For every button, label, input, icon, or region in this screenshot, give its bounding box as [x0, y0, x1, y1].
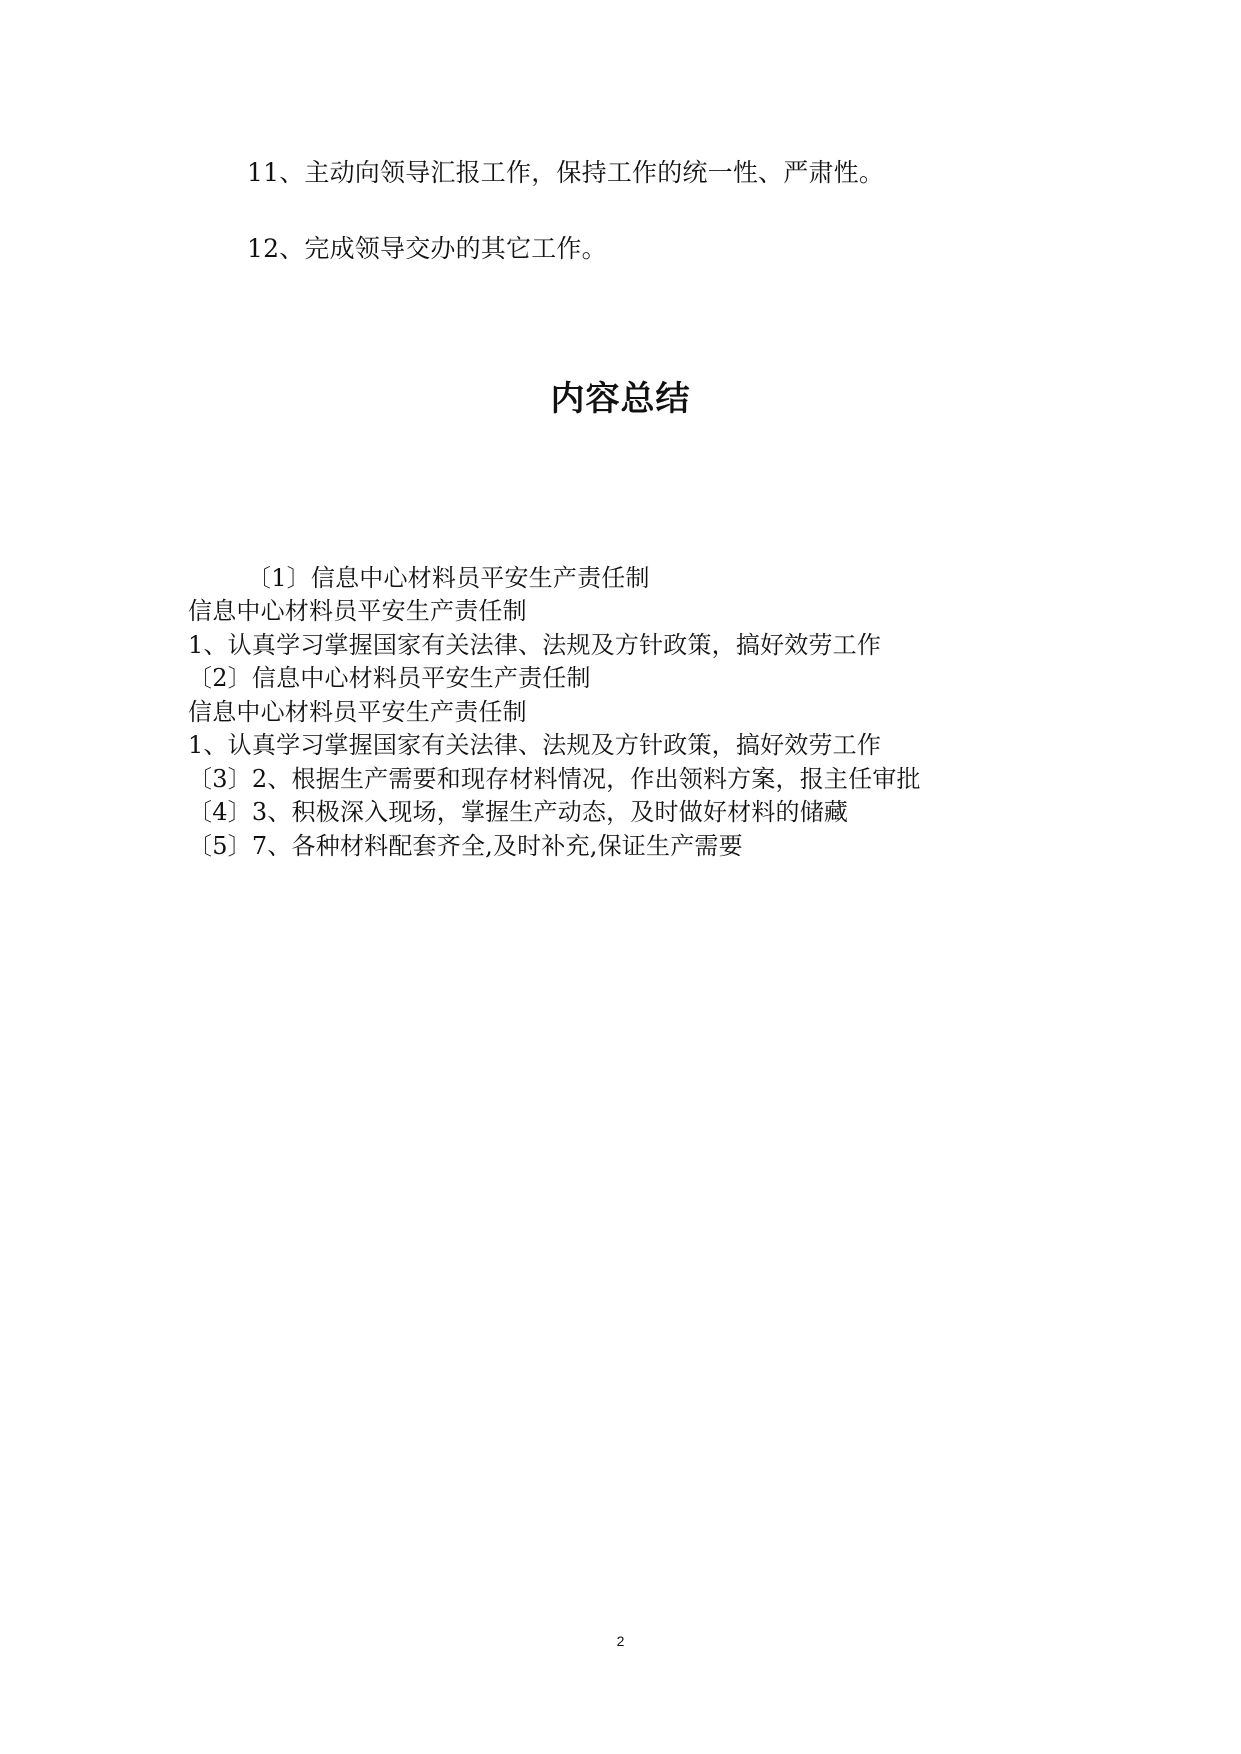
summary-line-3: 1、认真学习掌握国家有关法律、法规及方针政策，搞好效劳工作 [188, 631, 882, 659]
summary-line-5: 信息中心材料员平安生产责任制 [188, 698, 527, 726]
summary-line-8: 〔4〕3、积极深入现场，掌握生产动态，及时做好材料的储藏 [188, 798, 849, 826]
summary-line-9: 〔5〕7、各种材料配套齐全,及时补充,保证生产需要 [188, 832, 743, 860]
summary-title: 内容总结 [550, 379, 691, 419]
page-number: 2 [616, 1633, 625, 1649]
item-12-text: 12、完成领导交办的其它工作。 [247, 234, 607, 263]
summary-line-6: 1、认真学习掌握国家有关法律、法规及方针政策，搞好效劳工作 [188, 731, 882, 759]
summary-line-1: 〔1〕信息中心材料员平安生产责任制 [247, 564, 650, 592]
summary-line-2: 信息中心材料员平安生产责任制 [188, 597, 527, 625]
item-11-text: 11、主动向领导汇报工作，保持工作的统一性、严肃性。 [247, 158, 885, 187]
summary-line-4: 〔2〕信息中心材料员平安生产责任制 [188, 664, 591, 692]
summary-line-7: 〔3〕2、根据生产需要和现存材料情况，作出领料方案，报主任审批 [188, 765, 921, 793]
